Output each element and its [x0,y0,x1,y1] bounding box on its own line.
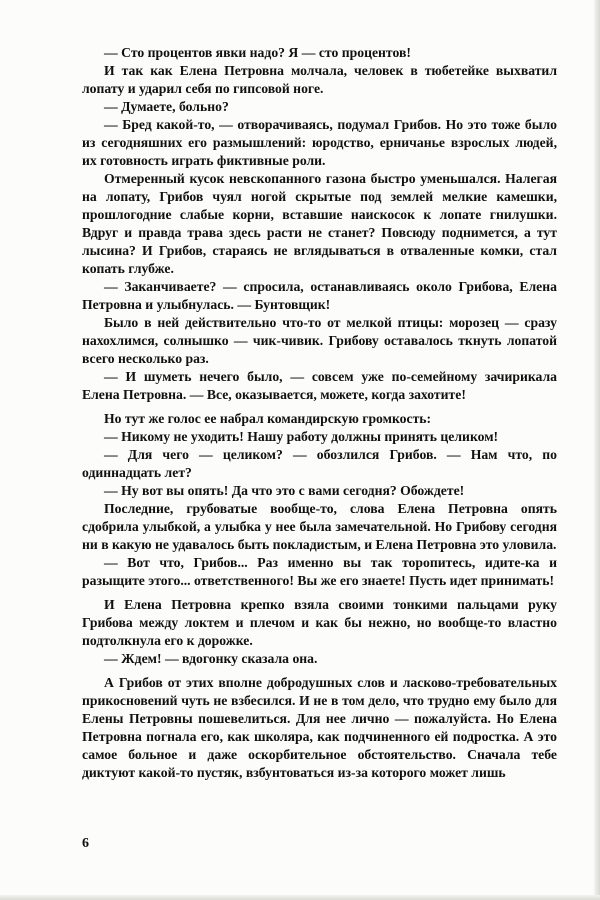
paragraph: И Елена Петровна крепко взяла своими тонкими пальцами руку Грибова между локтем и плечом и как бы нежно, но вообще-то властно подтолкнула его к дорожке. [82,597,557,648]
paragraph: Отмеренный кусок невскопанного газона быстро уменьшался. Налегая на лопату, Грибов чуял ногой скрытые под землей мелкие камешки, прошлогодние слабые корни, вставшие наискосок к лопате гнилушки. Вдруг и правда трава здесь расти не станет? Повсюду поднимется, а тут лысина? И Грибов, стараясь не вглядываться в отваленные комки, стал копать глубже. [82,171,557,276]
paragraph: — Сто процентов явки надо? Я — сто процентов! [104,45,411,60]
paragraph: Было в ней действительно что-то от мелкой птицы: морозец — сразу нахохлимся, солнышко — чик-чивик. Грибову оставалось ткнуть лопатой всего несколько раз. [82,315,557,366]
paragraph: И так как Елена Петровна молчала, человек в тюбетейке выхватил лопату и ударил себя по гипсовой ноге. [82,63,557,96]
paragraph: Последние, грубоватые вообще-то, слова Елена Петровна опять сдобрила улыбкой, а улыбка у нее была замечательной. Но Грибову сегодня ни в какую не удавалось быть покладистым, и Елена Петровна это уловила. [82,501,557,552]
paragraph: — Думаете, больно? [104,99,229,114]
paragraph: Но тут же голос ее набрал командирскую громкость: [104,411,432,426]
paragraph: А Грибов от этих вполне добродушных слов и ласково-требовательных прикосновений чуть не взбесился. И не в том дело, что трудно ему было для Елены Петровны пошевелиться. Для нее лично — пожалуйста. Но Елена Петровна погнала его, как школяра, как подчиненного ей подростка. А это самое больное и даже оскорбительное обстоятельство. Сначала тебе диктуют какой-то пустяк, взбунтоваться из-за которого может лишь [82,675,557,780]
paragraph: — Никому не уходить! Нашу работу должны принять целиком! [104,429,499,444]
page-text [82,44,557,782]
paragraph: — Ну вот вы опять! Да что это с вами сегодня? Обождете! [104,483,465,498]
paragraph: — Вот что, Грибов... Раз именно вы так торопитесь, идите-ка и разыщите этого... ответственного! Вы же его знаете! Пусть идет принимать! [82,555,557,588]
page-edge-shadow-bottom [0,895,600,900]
paragraph: — Заканчиваете? — спросила, останавливаясь около Грибова, Елена Петровна и улыбнулась. — Бунтовщик! [82,279,557,312]
page-edge-shadow-right [594,0,600,900]
paragraph: — Ждем! — вдогонку сказала она. [104,651,318,666]
paragraph: — Бред какой-то, — отворачиваясь, подумал Грибов. Но это тоже было из сегодняшних его размышлений: юродство, ерничанье взрослых людей, их готовность играть фиктивные роли. [82,117,557,168]
page-number: 6 [82,836,89,851]
paragraph: — Для чего — целиком? — обозлился Грибов. — Нам что, по одиннадцать лет? [82,447,557,480]
paragraph: — И шуметь нечего было, — совсем уже по-семейному зачирикала Елена Петровна. — Все, оказывается, можете, когда захотите! [82,369,557,402]
